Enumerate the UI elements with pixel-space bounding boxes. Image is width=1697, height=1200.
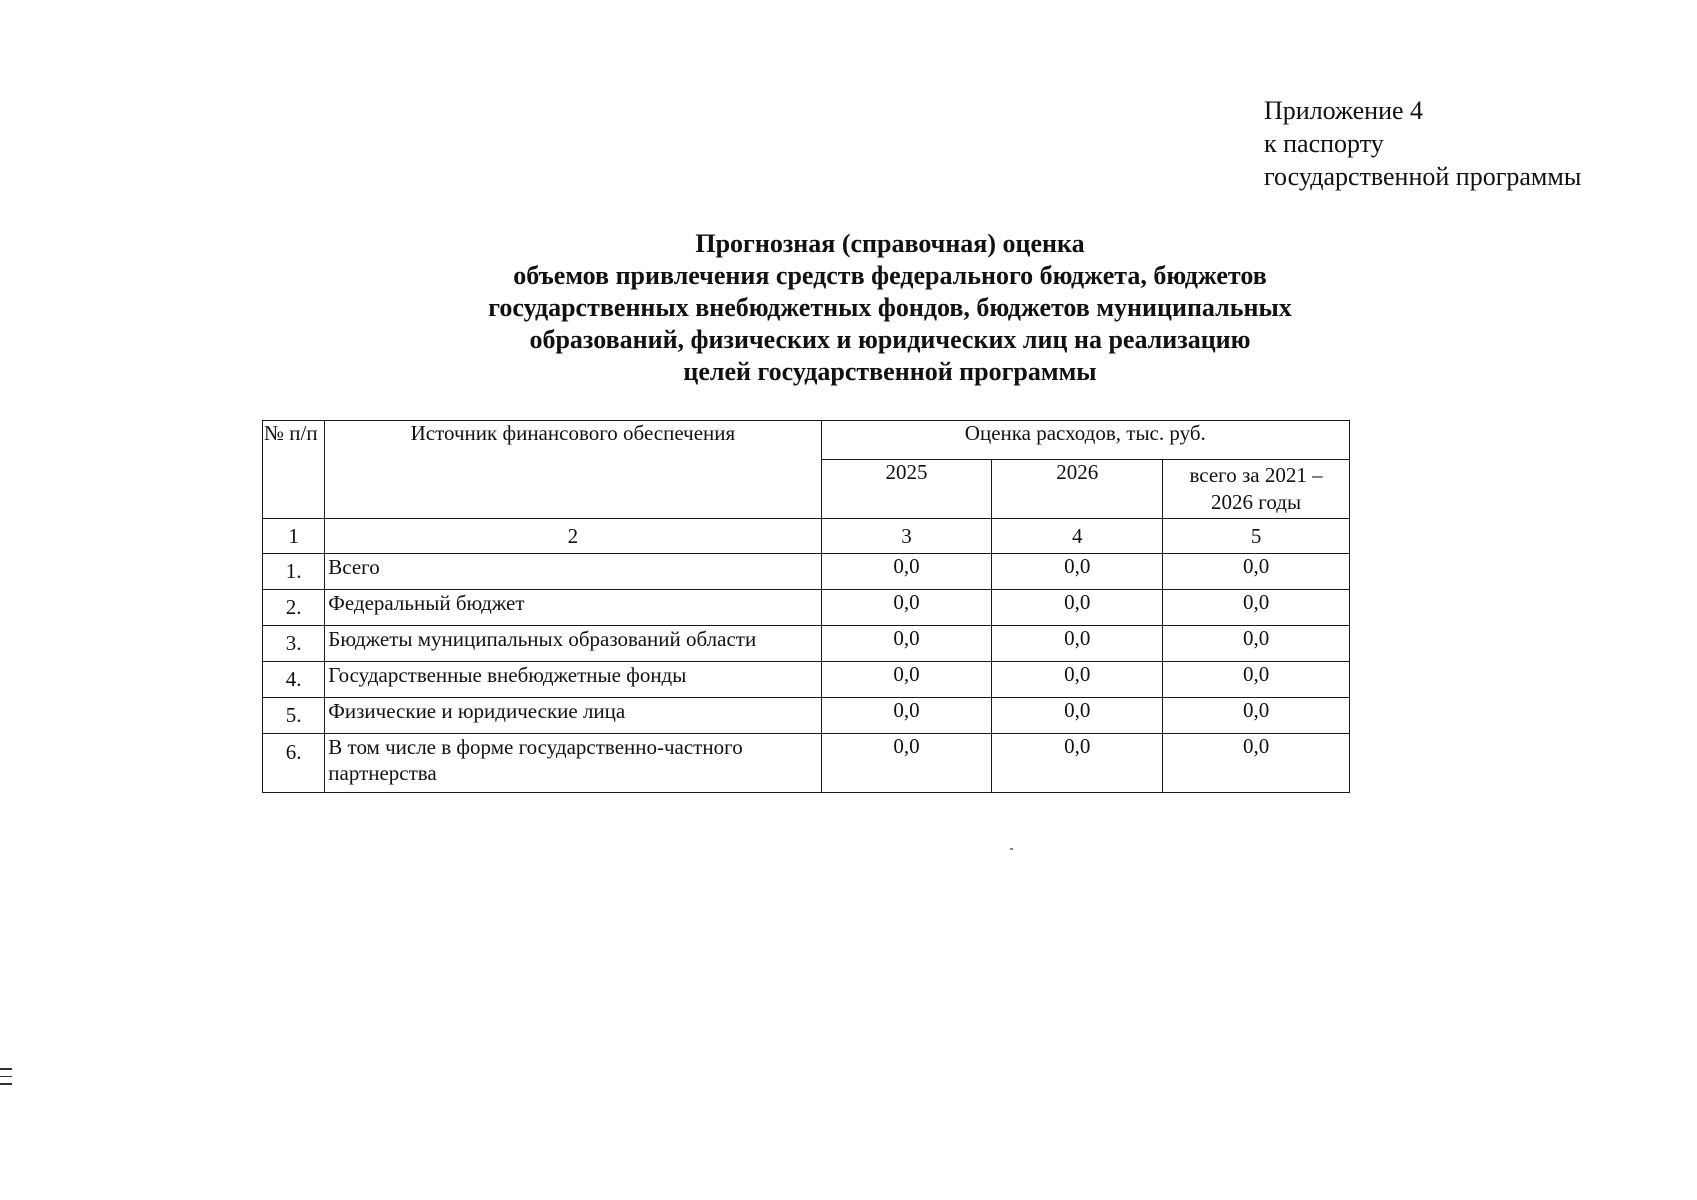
- header-total: [1163, 460, 1350, 519]
- row-number: 2.: [263, 590, 325, 626]
- binding-margin-mark: [0, 1068, 12, 1091]
- column-number-row: [263, 519, 1350, 554]
- row-source: В том числе в форме государственно-частного партнерства: [325, 734, 821, 793]
- header-total-line: 2026 годы: [1211, 490, 1302, 514]
- row-number: 6.: [263, 734, 325, 793]
- title-line: целей государственной программы: [683, 357, 1097, 386]
- row-value-2025: 0,0: [821, 554, 992, 590]
- row-value-2026: 0,0: [992, 662, 1163, 698]
- row-source: Государственные внебюджетные фонды: [325, 662, 821, 698]
- header-year-2025: 2025: [821, 460, 992, 519]
- row-number: 5.: [263, 698, 325, 734]
- row-value-2025: 0,0: [821, 662, 992, 698]
- row-value-total: 0,0: [1163, 554, 1350, 590]
- appendix-line: Приложение 4: [1264, 96, 1424, 125]
- title-line: образований, физических и юридических лиц на реализацию: [529, 325, 1251, 354]
- title-line: Прогнозная (справочная) оценка: [695, 229, 1085, 258]
- appendix-note: [1264, 94, 1581, 193]
- row-value-total: 0,0: [1163, 734, 1350, 793]
- column-number: 5: [1163, 519, 1350, 554]
- row-number: 4.: [263, 662, 325, 698]
- row-value-total: 0,0: [1163, 662, 1350, 698]
- title-line: объемов привлечения средств федерального бюджета, бюджетов: [513, 261, 1267, 290]
- header-total-line: всего за 2021 –: [1189, 463, 1323, 487]
- table-row: [263, 698, 1350, 734]
- row-value-2025: 0,0: [821, 590, 992, 626]
- table-header-row: [263, 421, 1350, 460]
- row-source: Бюджеты муниципальных образований области: [325, 626, 821, 662]
- row-source: Федеральный бюджет: [325, 590, 821, 626]
- row-source: Физические и юридические лица: [325, 698, 821, 734]
- header-source: Источник финансового обеспечения: [325, 421, 821, 519]
- scan-speck: [1010, 848, 1013, 850]
- row-value-2025: 0,0: [821, 626, 992, 662]
- financing-table: [262, 420, 1350, 793]
- appendix-line: к паспорту: [1264, 129, 1384, 158]
- table-row: [263, 662, 1350, 698]
- row-value-total: 0,0: [1163, 698, 1350, 734]
- table-row: [263, 554, 1350, 590]
- column-number: 1: [263, 519, 325, 554]
- row-value-2026: 0,0: [992, 698, 1163, 734]
- title-line: государственных внебюджетных фондов, бюджетов муниципальных: [488, 293, 1292, 322]
- row-value-2026: 0,0: [992, 554, 1163, 590]
- row-value-total: 0,0: [1163, 590, 1350, 626]
- row-number: 3.: [263, 626, 325, 662]
- header-year-2026: 2026: [992, 460, 1163, 519]
- column-number: 2: [325, 519, 821, 554]
- row-value-total: 0,0: [1163, 626, 1350, 662]
- header-estimate: Оценка расходов, тыс. руб.: [821, 421, 1349, 460]
- table-row: [263, 626, 1350, 662]
- row-source: Всего: [325, 554, 821, 590]
- column-number: 3: [821, 519, 992, 554]
- column-number: 4: [992, 519, 1163, 554]
- appendix-line: государственной программы: [1264, 162, 1582, 191]
- row-value-2025: 0,0: [821, 734, 992, 793]
- row-number: 1.: [263, 554, 325, 590]
- row-value-2025: 0,0: [821, 698, 992, 734]
- row-value-2026: 0,0: [992, 590, 1163, 626]
- table-row: [263, 734, 1350, 793]
- table-row: [263, 590, 1350, 626]
- header-num: № п/п: [263, 421, 325, 519]
- row-value-2026: 0,0: [992, 626, 1163, 662]
- row-value-2026: 0,0: [992, 734, 1163, 793]
- document-title: [330, 228, 1450, 388]
